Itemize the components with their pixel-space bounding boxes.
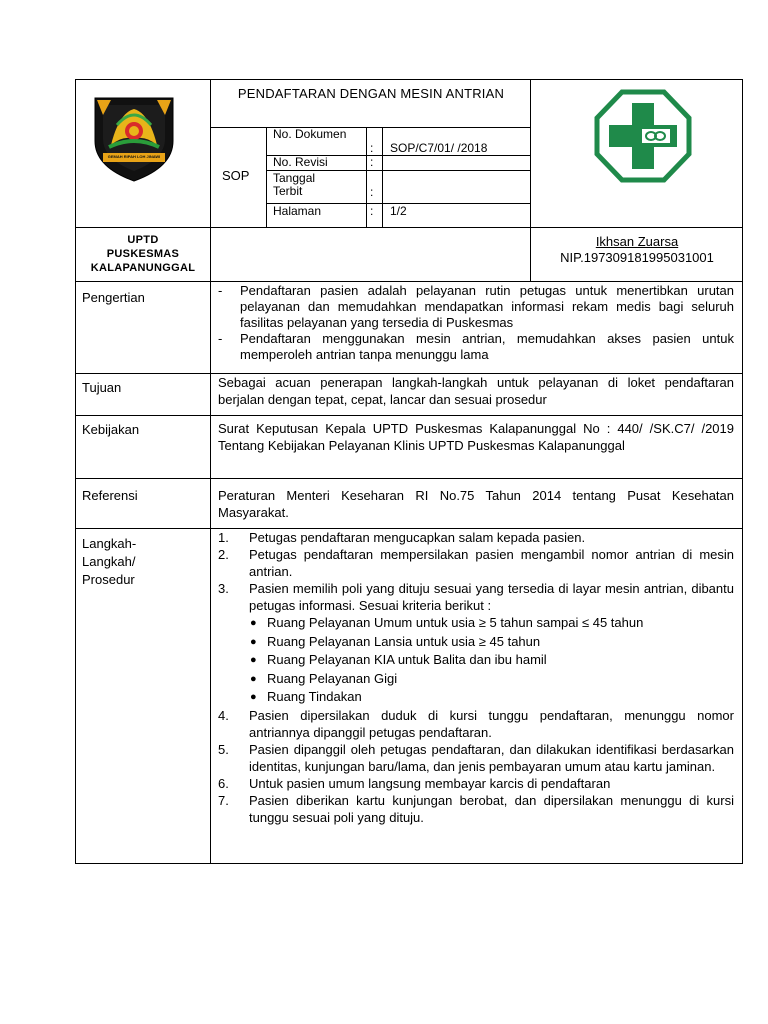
section-label-pengertian: Pengertian: [82, 290, 145, 305]
step-text: Petugas pendaftaran mengucapkan salam kepada pasien.: [249, 530, 586, 545]
bullet-icon: ●: [250, 672, 257, 685]
step-number: 6.: [218, 775, 229, 791]
section-label-kebijakan: Kebijakan: [82, 422, 140, 437]
list-item: - Pendaftaran menggunakan mesin antrian, memudahkan akses pasien untuk memperoleh antrian tanpa menunggu lama: [218, 331, 734, 362]
meta-sep: :: [370, 185, 374, 199]
section-label-referensi: Referensi: [82, 488, 138, 503]
puskesmas-cross-icon: [594, 89, 692, 183]
bullet-icon: ●: [250, 691, 257, 703]
step-text: Pasien memilih poli yang dituju sesuai yang tersedia di layar mesin antrian, dibantu petugas informasi. Sesuai kriteria berikut :: [249, 581, 734, 613]
label-line: Langkah/: [82, 554, 136, 569]
signer-nip: NIP.197309181995031001: [560, 250, 714, 265]
label-line: Langkah-: [82, 536, 137, 551]
meta-label-dokumen: No. Dokumen: [273, 127, 347, 141]
meta-divider: [266, 127, 267, 228]
section-content-prosedur: [218, 529, 734, 826]
step-text: Pasien dipersilakan duduk di kursi tunggu pendaftaran, menunggu nomor antriannya dipanggil petugas pendaftaran.: [249, 707, 734, 740]
criteria-text: Ruang Tindakan: [267, 689, 362, 704]
criteria-text: Ruang Pelayanan Lansia untuk usia ≥ 45 tahun: [267, 633, 541, 649]
label-line: Prosedur: [82, 572, 135, 587]
list-item: - Pendaftaran pasien adalah pelayanan rutin petugas untuk menertibkan urutan pelayanan dan memudahkan mendapatkan informasi rekam medis bagi seluruh fasilitas pelayanan yang tersedia di Puskesmas: [218, 283, 734, 330]
step-number: 2.: [218, 547, 229, 562]
list-item-text: Pendaftaran menggunakan mesin antrian, memudahkan akses pasien untuk memperoleh antrian tanpa menunggu lama: [240, 331, 734, 362]
procedure-step: [218, 546, 734, 580]
row-divider: [75, 478, 743, 479]
meta-sep: :: [370, 141, 374, 155]
step-number: 5.: [218, 741, 229, 757]
step-number: 3.: [218, 581, 229, 596]
org-line: KALAPANUNGGAL: [90, 262, 196, 274]
organization-name: [76, 233, 210, 275]
criteria-item: [218, 614, 734, 633]
bullet-icon: ●: [250, 617, 257, 629]
bullet-icon: ●: [250, 654, 257, 666]
meta-divider: [382, 127, 383, 228]
step-text: Petugas pendaftaran mempersilakan pasien mengambil nomor antrian di mesin antrian.: [249, 547, 734, 579]
procedure-step: [218, 707, 734, 741]
signer-block: [532, 234, 742, 266]
list-item-text: Pendaftaran pasien adalah pelayanan rutin petugas untuk menertibkan urutan pelayanan dan memudahkan mendapatkan informasi rekam medis bagi seluruh fasilitas pelayanan yang tersedia di Puskesmas: [240, 283, 734, 330]
column-divider: [210, 79, 211, 864]
section-content-tujuan: Sebagai acuan penerapan langkah-langkah untuk pelayanan di loket pendaftaran berjalan dengan tepat, cepat, lancar dan sesuai prosedur: [218, 375, 734, 407]
row-divider: [75, 227, 743, 228]
meta-value-halaman: 1/2: [390, 204, 407, 218]
procedure-step: [218, 580, 734, 614]
kabupaten-emblem-icon: [89, 95, 179, 185]
procedure-step: [218, 529, 734, 546]
meta-sep: :: [370, 155, 374, 169]
org-line: UPTD: [127, 234, 159, 246]
step-text: Pasien diberikan kartu kunjungan berobat, dan dipersilakan menunggu di kursi tunggu sesuai poli yang dituju.: [249, 792, 734, 825]
step-text: Untuk pasien umum langsung membayar karcis di pendaftaran: [249, 775, 611, 791]
signer-name: Ikhsan Zuarsa: [595, 234, 679, 249]
criteria-text: Ruang Pelayanan Gigi: [267, 670, 398, 686]
section-label-prosedur: [82, 535, 136, 589]
sop-label: SOP: [222, 168, 250, 183]
meta-label-tanggal: Tanggal Terbit: [273, 171, 316, 198]
document-title: PENDAFTARAN DENGAN MESIN ANTRIAN: [237, 86, 505, 101]
criteria-text: Ruang Pelayanan KIA untuk Balita dan ibu hamil: [267, 652, 547, 667]
step-number: 7.: [218, 792, 229, 808]
bullet-icon: ●: [250, 635, 257, 648]
column-divider: [530, 227, 531, 282]
step-text: Pasien dipanggil oleh petugas pendaftaran, dan dilakukan identifikasi berdasarkan identitas, kunjungan baru/lama, dan jenis pembayaran umum atau kartu jaminan.: [249, 741, 734, 774]
criteria-text: Ruang Pelayanan Umum untuk usia ≥ 5 tahun sampai ≤ 45 tahun: [267, 615, 644, 630]
procedure-step: [218, 792, 734, 826]
title-divider: [210, 127, 531, 128]
row-divider: [75, 415, 743, 416]
procedure-step: [218, 741, 734, 775]
meta-value-dokumen: SOP/C7/01/ /2018: [390, 141, 488, 155]
step-number: 1.: [218, 530, 229, 545]
section-content-pengertian: [218, 283, 734, 363]
criteria-item: [218, 651, 734, 670]
section-label-tujuan: Tujuan: [82, 380, 122, 395]
criteria-item: [218, 633, 734, 652]
meta-label-halaman: Halaman: [273, 204, 322, 218]
meta-label-revisi: No. Revisi: [273, 155, 328, 169]
procedure-step: [218, 775, 734, 792]
row-divider: [75, 281, 743, 282]
criteria-item: [218, 688, 734, 707]
section-content-kebijakan: Surat Keputusan Kepala UPTD Puskesmas Kalapanunggal No : 440/ /SK.C7/ /2019 Tentang Kebijakan Pelayanan Klinis UPTD Puskesmas Kalapanunggal: [218, 421, 734, 453]
criteria-item: [218, 670, 734, 689]
column-divider: [530, 79, 531, 228]
step-number: 4.: [218, 707, 229, 723]
meta-sep: :: [370, 204, 374, 218]
org-line: PUSKESMAS: [106, 248, 180, 260]
emblem-motto: GEMAH RIPAH LOH JINAWI: [107, 154, 161, 159]
meta-divider: [366, 127, 367, 228]
section-content-referensi: Peraturan Menteri Keseharan RI No.75 Tahun 2014 tentang Pusat Kesehatan Masyarakat.: [218, 488, 734, 520]
